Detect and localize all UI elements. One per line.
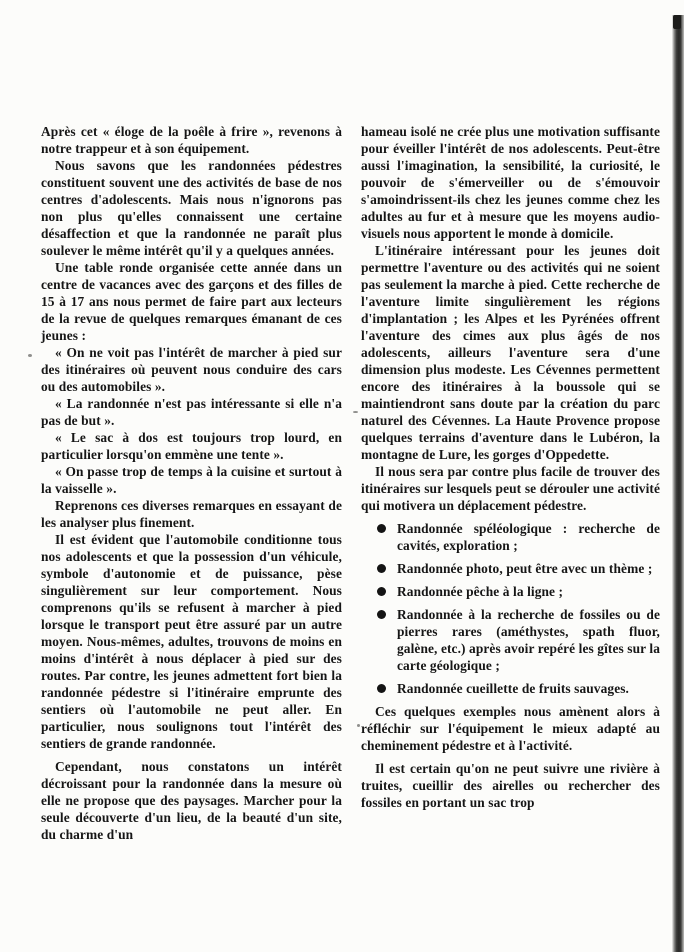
list-item bbox=[361, 680, 660, 697]
ink-speck bbox=[353, 411, 358, 413]
text-column-right bbox=[361, 123, 660, 811]
paragraph: « On ne voit pas l'intérêt de marcher à pied sur des itinéraires où peuvent nous conduire des cars ou des automobiles ». bbox=[41, 345, 342, 394]
bullet-icon bbox=[377, 564, 386, 573]
paragraph: « Le sac à dos est toujours trop lourd, en particulier lorsqu'on emmène une tente ». bbox=[41, 430, 342, 462]
paragraph: hameau isolé ne crée plus une motivation suffisante pour éveiller l'intérêt de nos adolescents. Peut-être aussi l'imagination, la sensibilité, la curiosité, le pouvoir de s'émerveiller ou de s'émouvoir s'amoindrissent-ils chez les jeunes comme chez les adultes au fur et à mesure que les moyens audio-visuels nous apportent le monde à domicile. bbox=[361, 124, 660, 241]
list-item-text: Randonnée spéléologique : recherche de cavités, exploration ; bbox=[397, 521, 660, 553]
list-item bbox=[361, 520, 660, 554]
paragraph: Cependant, nous constatons un intérêt décroissant pour la randonnée dans la mesure où elle ne propose que des paysages. Marcher pour la seule découverte d'un lieu, de la beauté d'un site, du charme d'un bbox=[41, 759, 342, 842]
paragraph: Après cet « éloge de la poêle à frire », revenons à notre trappeur et à son équipement. bbox=[41, 124, 342, 156]
text-column-left bbox=[41, 123, 342, 843]
list-item bbox=[361, 560, 660, 577]
paragraph: Il nous sera par contre plus facile de trouver des itinéraires sur lesquels peut se dérouler une activité qui motivera un déplacement pédestre. bbox=[361, 464, 660, 513]
ink-speck bbox=[28, 354, 32, 357]
activity-bullet-list bbox=[361, 520, 660, 697]
list-item bbox=[361, 583, 660, 600]
list-item bbox=[361, 606, 660, 674]
list-item-text: Randonnée cueillette de fruits sauvages. bbox=[397, 681, 630, 696]
paragraph: Une table ronde organisée cette année dans un centre de vacances avec des garçons et des filles de 15 à 17 ans nous permet de faire part aux lecteurs de la revue de quelques remarques émanant de ces jeunes : bbox=[41, 260, 342, 343]
paragraph: Ces quelques exemples nous amènent alors à réfléchir sur l'équipement le mieux adapté au cheminement pédestre et à l'activité. bbox=[361, 704, 660, 753]
paragraph: « On passe trop de temps à la cuisine et surtout à la vaisselle ». bbox=[41, 464, 342, 496]
bullet-icon bbox=[377, 587, 386, 596]
paragraph: Reprenons ces diverses remarques en essayant de les analyser plus finement. bbox=[41, 498, 342, 530]
paragraph: « La randonnée n'est pas intéressante si elle n'a pas de but ». bbox=[41, 396, 342, 428]
paragraph: Il est évident que l'automobile conditionne tous nos adolescents et que la possession d'un véhicule, symbole d'autonomie et de puissance, pèse singulièrement sur leur comportement. Nous comprenons qu'ils se refusent à marcher à pied lorsque le transport peut être assuré par un autre moyen. Nous-mêmes, adultes, trouvons de moins en moins d'intérêt à nous déplacer à pied sur des routes. Par contre, les jeunes admettent fort bien la randonnée pédestre si l'itinéraire emprunte des sentiers où l'automobile ne peut aller. En particulier, nous soulignons tout l'intérêt des sentiers de grande randonnée. bbox=[41, 532, 342, 751]
bullet-icon bbox=[377, 524, 386, 533]
bullet-icon bbox=[377, 684, 386, 693]
bullet-icon bbox=[377, 610, 386, 619]
scan-edge-shadow bbox=[672, 15, 684, 952]
list-item-text: Randonnée à la recherche de fossiles ou de pierres rares (améthystes, spath fluor, galène, etc.) après avoir repéré les gîtes sur la carte géologique ; bbox=[397, 607, 660, 673]
list-item-text: Randonnée photo, peut être avec un thème ; bbox=[397, 561, 653, 576]
list-item-text: Randonnée pêche à la ligne ; bbox=[397, 584, 564, 599]
paragraph: Il est certain qu'on ne peut suivre une rivière à truites, cueillir des airelles ou rechercher des fossiles en portant un sac trop bbox=[361, 761, 660, 810]
ink-speck bbox=[357, 724, 360, 727]
paragraph: Nous savons que les randonnées pédestres constituent souvent une des activités de base de nos centres d'adolescents. Mais nous n'ignorons pas non plus qu'elles connaissent une certaine désaffection et que la randonnée ne paraît plus soulever le même intérêt qu'il y a quelques années. bbox=[41, 158, 342, 258]
paragraph: L'itinéraire intéressant pour les jeunes doit permettre l'aventure ou des activités qui ne soient pas seulement la marche à pied. Cette recherche de l'aventure limite singulièrement les régions d'implantation ; les Alpes et les Pyrénées offrent l'aventure des cimes aux plus âgés de nos adolescents, ailleurs l'aventure sera d'une dimension plus modeste. Les Cévennes permettent encore des itinéraires à la boussole qui se maintiendront sans doute par la création du parc naturel des Cévennes. La Haute Provence propose quelques terrains d'aventure dans le Lubéron, la montagne de Lure, les gorges d'Oppedette. bbox=[361, 243, 660, 462]
